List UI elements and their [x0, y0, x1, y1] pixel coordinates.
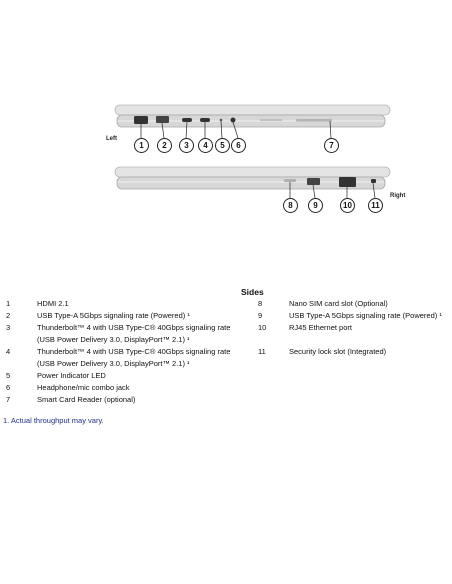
- usb-a-port-right: [307, 178, 320, 185]
- usb-c-port-2: [200, 118, 210, 122]
- item-number: 2: [6, 311, 11, 320]
- left-side-laptop: [115, 105, 390, 138]
- item-description: USB Type-A 5Gbps signaling rate (Powered) ¹: [37, 311, 190, 320]
- callout-3: 3: [179, 138, 194, 153]
- item-description-cont: (USB Power Delivery 3.0, DisplayPort™ 2.1) ¹: [37, 335, 190, 344]
- item-number: 3: [6, 323, 11, 332]
- callout-4: 4: [198, 138, 213, 153]
- callout-7: 7: [324, 138, 339, 153]
- laptop-sides-diagram: [0, 0, 452, 230]
- lock-slot: [371, 179, 376, 183]
- usb-c-port-1: [182, 118, 192, 122]
- right-side-label: Right: [390, 193, 406, 199]
- item-number: 6: [6, 383, 11, 392]
- callout-5: 5: [215, 138, 230, 153]
- footnote: 1. Actual throughput may vary.: [3, 416, 104, 425]
- left-side-label: Left: [106, 136, 117, 142]
- item-description: Power Indicator LED: [37, 371, 106, 380]
- item-description: USB Type-A 5Gbps signaling rate (Powered) ¹: [289, 311, 442, 320]
- usb-a-port-left: [156, 116, 169, 123]
- item-description: HDMI 2.1: [37, 299, 69, 308]
- callout-2: 2: [157, 138, 172, 153]
- section-title: Sides: [241, 287, 264, 297]
- item-number: 11: [258, 347, 266, 356]
- item-description: Thunderbolt™ 4 with USB Type-C® 40Gbps signaling rate: [37, 323, 231, 332]
- item-number: 9: [258, 311, 263, 320]
- item-description-cont: (USB Power Delivery 3.0, DisplayPort™ 2.1) ¹: [37, 359, 190, 368]
- power-led: [220, 119, 223, 122]
- callout-10: 10: [340, 198, 355, 213]
- callout-6: 6: [231, 138, 246, 153]
- sim-slot: [284, 179, 296, 182]
- callout-8: 8: [283, 198, 298, 213]
- item-description: Headphone/mic combo jack: [37, 383, 130, 392]
- rj45-port: [339, 177, 356, 187]
- hdmi-port: [134, 116, 148, 124]
- item-description: Security lock slot (Integrated): [289, 347, 387, 356]
- item-number: 1: [6, 299, 11, 308]
- item-description: Thunderbolt™ 4 with USB Type-C® 40Gbps signaling rate: [37, 347, 231, 356]
- callout-1: 1: [134, 138, 149, 153]
- laptop-sides-illustration: [0, 0, 452, 230]
- right-side-laptop: [115, 167, 390, 198]
- item-description: Smart Card Reader (optional): [37, 395, 136, 404]
- item-number: 8: [258, 299, 263, 308]
- item-description: RJ45 Ethernet port: [289, 323, 352, 332]
- item-number: 10: [258, 323, 267, 332]
- item-number: 5: [6, 371, 11, 380]
- item-number: 7: [6, 395, 11, 404]
- item-number: 4: [6, 347, 11, 356]
- callout-9: 9: [308, 198, 323, 213]
- smart-card-slot: [296, 119, 332, 122]
- audio-jack: [231, 118, 236, 123]
- callout-11: 11: [368, 198, 383, 213]
- item-description: Nano SIM card slot (Optional): [289, 299, 388, 308]
- vent-marking: [260, 119, 282, 121]
